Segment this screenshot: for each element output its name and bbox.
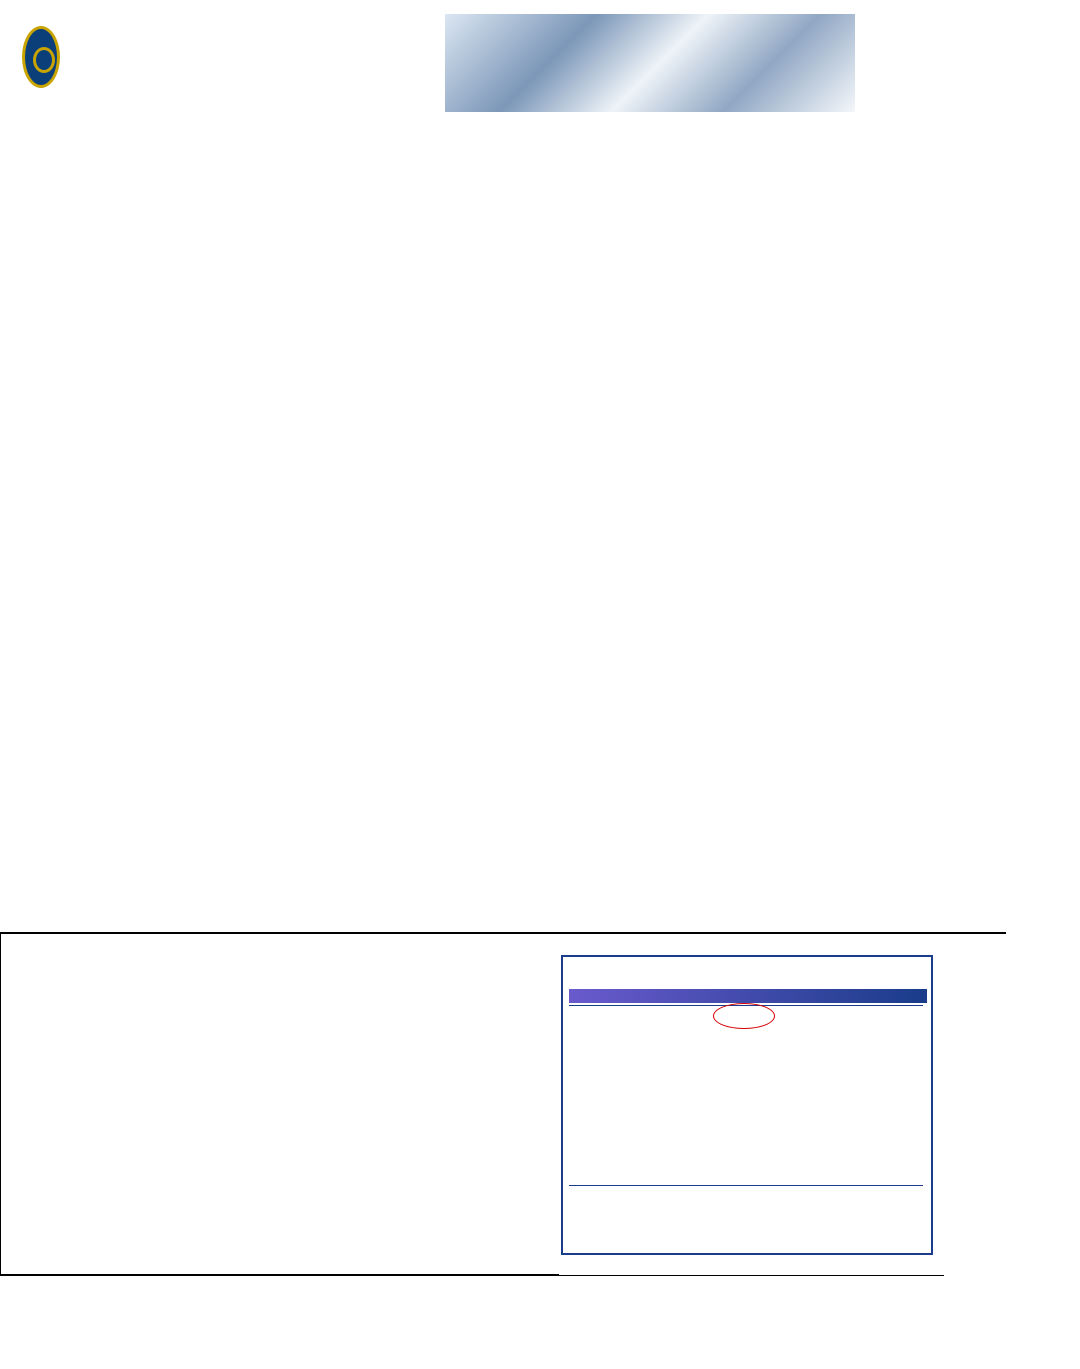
member-info-card [561,955,933,1255]
hand-circle-mark [713,1003,775,1029]
banner-image [445,14,855,112]
card-header-bar [569,989,927,1003]
logo-emblem-icon [22,26,60,88]
card-divider [569,1185,923,1186]
jockey-club-logo [22,22,172,94]
footer-divider [0,1275,944,1276]
imperial-six-box [0,932,559,1275]
